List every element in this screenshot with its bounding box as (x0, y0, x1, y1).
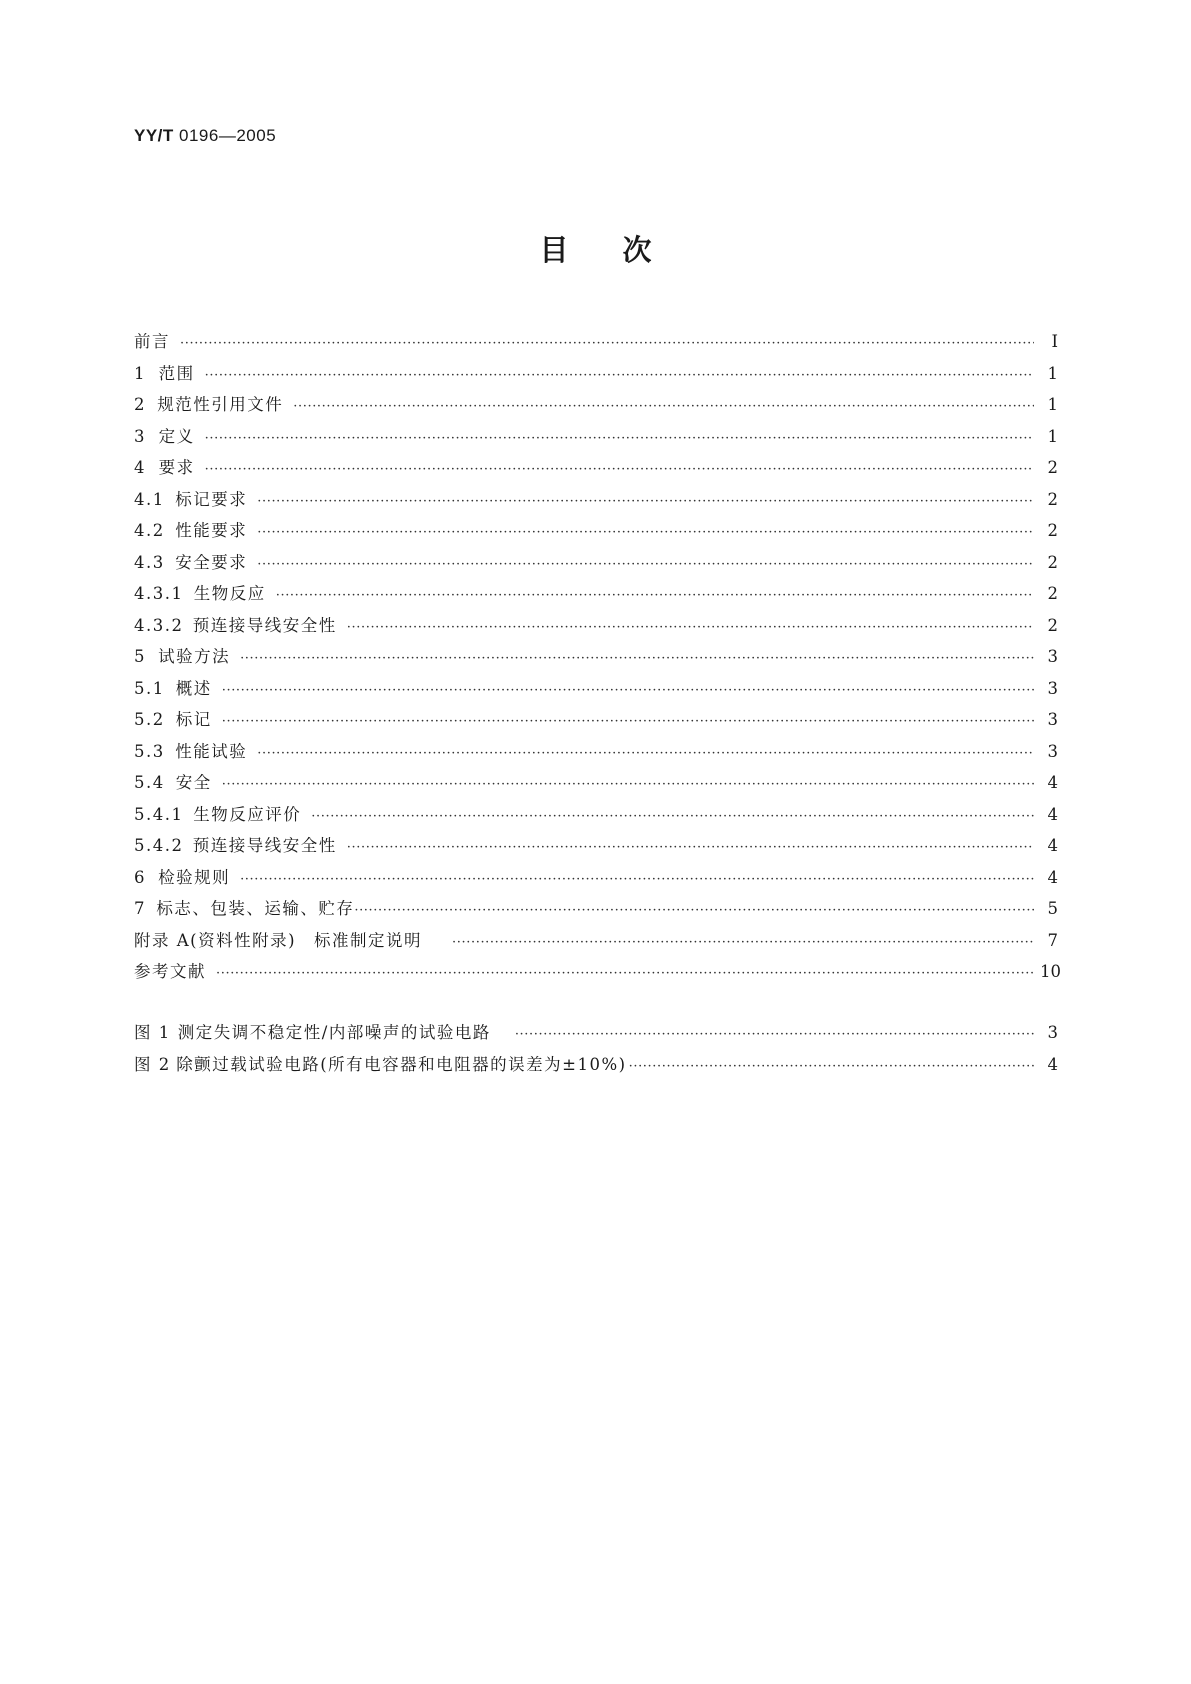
toc-label: 安全 (175, 773, 212, 792)
standard-code (134, 126, 276, 146)
toc-page: 3 (1047, 647, 1058, 666)
toc-page: 7 (1047, 930, 1058, 950)
toc-number: 4.3 (134, 552, 165, 572)
toc-label: 规范性引用文件 (157, 395, 284, 414)
standard-number: 0196—2005 (173, 126, 277, 145)
toc-entry-4-3-2[interactable] (134, 612, 1058, 644)
toc-entry-4-2[interactable] (134, 517, 1058, 549)
toc-number: 5.4 (134, 773, 165, 792)
toc-label: 附录 A(资料性附录) 标准制定说明 (134, 930, 423, 950)
toc-number: 4.3.1 (134, 584, 184, 603)
toc-entry-6[interactable] (134, 864, 1058, 896)
toc-entry-4-1[interactable] (134, 486, 1058, 518)
toc-number: 5.3 (134, 741, 165, 761)
toc-page: 1 (1047, 395, 1058, 414)
toc-entry-foreword[interactable] (134, 328, 1058, 360)
figure-label: 除颤过载试验电路(所有电容器和电阻器的误差为±10%) (176, 1054, 627, 1074)
toc-number: 7 (134, 899, 146, 918)
toc-leader (205, 368, 1034, 383)
toc-leader (354, 903, 1034, 918)
toc-entry-4-3[interactable] (134, 549, 1058, 581)
toc-entry-4[interactable] (134, 454, 1058, 486)
toc-leader (222, 683, 1034, 698)
toc-page: 2 (1047, 489, 1058, 509)
list-of-figures (134, 1019, 1058, 1082)
toc-page: 2 (1047, 458, 1058, 477)
toc-leader (347, 620, 1034, 635)
toc-label: 性能要求 (175, 521, 248, 540)
toc-label: 生物反应 (193, 584, 266, 603)
toc-entry-5-4[interactable] (134, 769, 1058, 801)
toc-label: 检验规则 (158, 867, 231, 887)
figure-page: 4 (1047, 1054, 1058, 1074)
toc-leader (257, 494, 1034, 509)
toc-leader (222, 777, 1034, 792)
toc-entry-3[interactable] (134, 423, 1058, 455)
toc-label: 范围 (158, 363, 195, 383)
toc-label: 要求 (158, 458, 195, 477)
toc-label: 预连接导线安全性 (192, 615, 337, 635)
toc-entry-7[interactable] (134, 895, 1058, 927)
toc-entry-1[interactable] (134, 360, 1058, 392)
toc-page: 1 (1047, 363, 1058, 383)
toc-page: 4 (1047, 804, 1058, 824)
toc-leader (240, 872, 1034, 887)
toc-number: 5.1 (134, 678, 165, 698)
toc-leader (276, 588, 1034, 603)
toc-number: 3 (134, 426, 146, 446)
toc-entry-5-1[interactable] (134, 675, 1058, 707)
toc-leader (452, 935, 1034, 950)
toc-page: 3 (1047, 741, 1058, 761)
toc-entry-5-4-1[interactable] (134, 801, 1058, 833)
toc-entry-5-2[interactable] (134, 706, 1058, 738)
toc-label: 标记要求 (175, 489, 248, 509)
figure-number: 图 2 (134, 1054, 171, 1074)
toc-label: 前言 (134, 332, 170, 351)
toc-page: 2 (1047, 521, 1058, 540)
toc-entry-2[interactable] (134, 391, 1058, 423)
toc-page: Ⅰ (1051, 332, 1058, 351)
figure-entry-1[interactable] (134, 1019, 1058, 1051)
figure-entry-2[interactable] (134, 1051, 1058, 1083)
toc-entry-5[interactable] (134, 643, 1058, 675)
toc-leader (205, 431, 1034, 446)
toc-label: 安全要求 (175, 552, 248, 572)
toc-label: 标记 (175, 710, 212, 729)
toc-leader (257, 525, 1034, 540)
table-of-contents (134, 328, 1061, 990)
toc-leader (311, 809, 1034, 824)
figure-page: 3 (1047, 1023, 1058, 1042)
toc-leader (240, 651, 1034, 666)
toc-entry-appendix-a[interactable] (134, 927, 1058, 959)
toc-page: 4 (1047, 867, 1058, 887)
toc-page: 3 (1047, 678, 1058, 698)
toc-page: 2 (1047, 552, 1058, 572)
toc-leader (257, 557, 1034, 572)
toc-number: 1 (134, 363, 146, 383)
toc-number: 4.2 (134, 521, 165, 540)
toc-leader (629, 1059, 1034, 1074)
toc-leader (222, 714, 1034, 729)
toc-label: 定义 (158, 426, 195, 446)
toc-entry-5-3[interactable] (134, 738, 1058, 770)
toc-label: 生物反应评价 (193, 804, 302, 824)
toc-number: 6 (134, 867, 146, 887)
toc-page: 2 (1047, 615, 1058, 635)
toc-entry-4-3-1[interactable] (134, 580, 1058, 612)
toc-number: 2 (134, 395, 146, 414)
toc-page: 1 (1047, 426, 1058, 446)
toc-leader (216, 966, 1034, 981)
toc-number: 5 (134, 647, 146, 666)
toc-number: 5.2 (134, 710, 165, 729)
toc-page: 5 (1047, 899, 1058, 918)
toc-leader (515, 1027, 1034, 1042)
toc-page: 3 (1047, 710, 1058, 729)
toc-page: 4 (1047, 836, 1058, 855)
toc-number: 4 (134, 458, 146, 477)
toc-leader (293, 399, 1034, 414)
toc-number: 4.3.2 (134, 615, 184, 635)
toc-page: 2 (1047, 584, 1058, 603)
toc-leader (205, 462, 1034, 477)
toc-leader (257, 746, 1034, 761)
page-title: 目次 (539, 233, 706, 267)
toc-number: 5.4.1 (134, 804, 184, 824)
toc-number: 5.4.2 (134, 836, 184, 855)
toc-page: 4 (1047, 773, 1058, 792)
figure-label: 测定失调不稳定性/内部噪声的试验电路 (177, 1023, 491, 1042)
toc-label: 性能试验 (175, 741, 248, 761)
toc-entry-5-4-2[interactable] (134, 832, 1058, 864)
toc-page: 10 (1040, 962, 1061, 981)
toc-label: 预连接导线安全性 (192, 836, 337, 855)
toc-leader (180, 336, 1034, 351)
toc-number: 4.1 (134, 489, 165, 509)
toc-entry-references[interactable] (134, 958, 1061, 990)
toc-label: 参考文献 (134, 962, 206, 981)
figure-number: 图 1 (134, 1023, 171, 1042)
toc-label: 试验方法 (158, 647, 231, 666)
toc-label: 标志、包装、运输、贮存 (156, 899, 355, 918)
toc-label: 概述 (175, 678, 212, 698)
standard-prefix: YY/T (134, 126, 174, 145)
toc-leader (347, 840, 1034, 855)
